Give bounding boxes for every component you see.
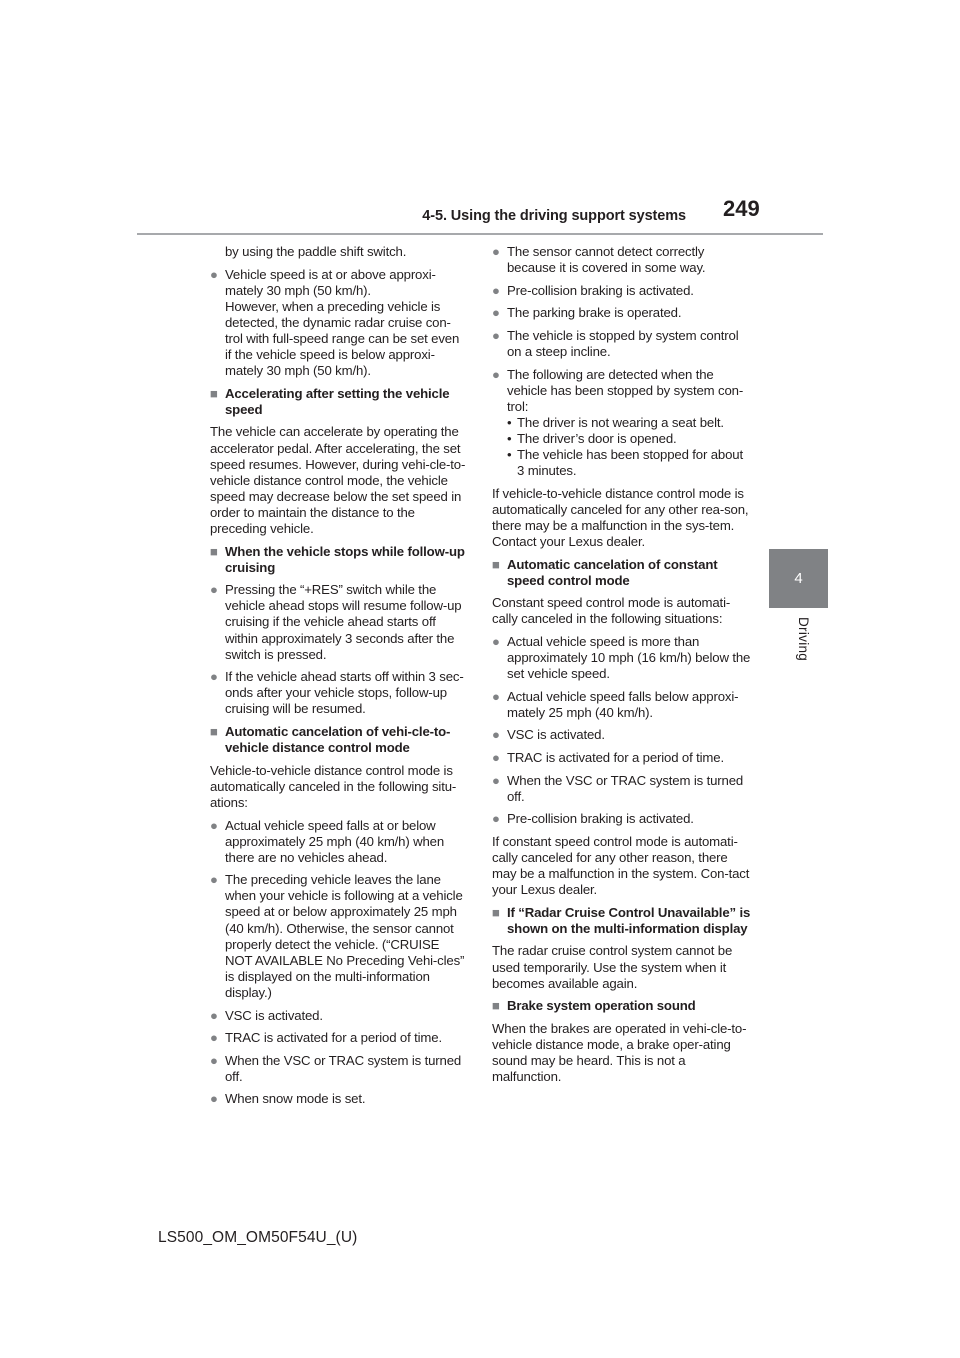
header-rule	[137, 233, 823, 235]
bullet-item	[492, 689, 752, 721]
bullet-item	[492, 244, 752, 276]
bullet-text: The parking brake is operated.	[507, 305, 682, 321]
square-icon: ■	[492, 904, 500, 920]
bullet-item	[210, 267, 468, 380]
bullet-text: Vehicle speed is at or above approxi-mately 30 mph (50 km/h).	[225, 266, 436, 298]
bullet-icon: ●	[210, 1030, 218, 1046]
sub-list-text: The driver’s door is opened.	[517, 430, 677, 446]
continued-text: by using the paddle shift switch.	[225, 244, 407, 259]
dot-icon: •	[507, 414, 512, 430]
bullet-text: Actual vehicle speed falls at or below approximately 25 mph (40 km/h) when there are no vehicles ahead.	[225, 817, 445, 865]
bullet-item	[210, 818, 468, 866]
bullet-item	[492, 634, 752, 682]
bullet-text: When the VSC or TRAC system is turned off.	[225, 1052, 462, 1084]
paragraph: Constant speed control mode is automati-cally canceled in the following situations:	[492, 595, 731, 627]
chapter-tab	[769, 549, 828, 608]
bullet-text: When the VSC or TRAC system is turned off.	[507, 772, 744, 804]
heading-text: Automatic cancelation of constant speed control mode	[507, 556, 718, 588]
paragraph: Vehicle-to-vehicle distance control mode is automatically canceled in the following situ-ations:	[210, 762, 457, 810]
paragraph: When the brakes are operated in vehi-cle-to-vehicle distance mode, a brake oper-ating sound may be heard. This is not a malfunction.	[492, 1020, 747, 1085]
bullet-icon: ●	[492, 811, 500, 827]
bullet-text: Actual vehicle speed falls below approxi-mately 25 mph (40 km/h).	[507, 688, 739, 720]
heading-text: When the vehicle stops while follow-up cruising	[225, 543, 465, 575]
paragraph: The vehicle can accelerate by operating the accelerator pedal. After accelerating, the set speed resumes. However, during vehi-cle-to-vehicle distance control mode, the vehicle speed may decrease below the set speed in order to maintain the distance to the preceding vehicle.	[210, 424, 466, 536]
bullet-icon: ●	[210, 817, 218, 833]
bullet-text: The sensor cannot detect correctly because it is covered in some way.	[507, 244, 706, 276]
sub-list-text: The vehicle has been stopped for about 3 minutes.	[517, 447, 743, 479]
bullet-text: The vehicle is stopped by system control on a steep incline.	[507, 327, 739, 359]
bullet-text: Pre-collision braking is activated.	[507, 282, 694, 298]
bullet-icon: ●	[210, 266, 218, 282]
section-heading	[492, 905, 752, 937]
bullet-text: If the vehicle ahead starts off within 3 sec-onds after your vehicle stops, follow-up cruising will be resumed.	[225, 669, 464, 717]
section-heading	[210, 544, 468, 576]
heading-text: Automatic cancelation of vehi-cle-to-vehicle distance control mode	[225, 724, 451, 756]
bullet-item	[210, 1008, 468, 1024]
bullet-item	[492, 367, 752, 415]
bullet-item	[492, 727, 752, 743]
bullet-text: When snow mode is set.	[225, 1091, 366, 1107]
sub-list	[492, 415, 752, 479]
bullet-text: Pre-collision braking is activated.	[507, 811, 694, 827]
bullet-icon: ●	[492, 244, 500, 259]
bullet-item	[492, 750, 752, 766]
square-icon: ■	[210, 724, 218, 740]
paragraph: If vehicle-to-vehicle distance control mode is automatically canceled for any other rea-son, there may be a malfunction in the sys-tem. Contact your Lexus dealer.	[492, 485, 749, 549]
paragraph: The radar cruise control system cannot be used temporarily. Use the system when it becomes available again.	[492, 943, 733, 991]
bullet-text: VSC is activated.	[507, 727, 605, 743]
heading-text: Brake system operation sound	[507, 998, 696, 1014]
bullet-icon: ●	[492, 727, 500, 743]
bullet-item	[492, 811, 752, 827]
bullet-text: However, when a preceding vehicle is detected, the dynamic radar cruise con-trol with full-speed range can be set even if the vehicle speed is below approxi-mately 30 mph (50 km/h).	[225, 298, 460, 379]
bullet-icon: ●	[492, 633, 500, 649]
bullet-text: Actual vehicle speed is more than approximately 10 mph (16 km/h) below the set vehicle speed.	[507, 633, 751, 682]
bullet-icon: ●	[492, 772, 500, 788]
bullet-item	[210, 582, 468, 662]
bullet-item	[210, 669, 468, 717]
bullet-text: The preceding vehicle leaves the lane when your vehicle is following at a vehicle speed at or below approximately 25 mph (40 km/h). Otherwise, the sensor cannot properly detect the vehicle. (“CRUISE NOT AVAILABLE No Preceding Vehi-cles” is displayed on the multi-information display.)	[225, 872, 465, 1000]
section-heading	[210, 724, 468, 756]
bullet-icon: ●	[492, 327, 500, 343]
section-heading	[492, 557, 752, 589]
bullet-item	[492, 328, 752, 360]
bullet-text: TRAC is activated for a period of time.	[507, 750, 724, 766]
section-heading	[492, 998, 752, 1014]
dot-icon: •	[507, 447, 512, 463]
bullet-icon: ●	[492, 750, 500, 766]
sub-list-item	[507, 415, 752, 431]
dot-icon: •	[507, 430, 512, 446]
bullet-icon: ●	[210, 872, 218, 888]
bullet-icon: ●	[492, 282, 500, 298]
bullet-icon: ●	[210, 1091, 218, 1107]
heading-text: Accelerating after setting the vehicle speed	[225, 385, 450, 417]
section-title: 4-5. Using the driving support systems	[422, 208, 686, 224]
bullet-icon: ●	[492, 366, 500, 382]
bullet-item	[492, 773, 752, 805]
sub-list-item	[507, 431, 752, 447]
bullet-item	[210, 1053, 468, 1085]
paragraph: If constant speed control mode is automati-cally canceled for any other reason, there may be a malfunction in the system. Con-tact your Lexus dealer.	[492, 833, 750, 898]
section-heading	[210, 386, 468, 418]
bullet-item	[492, 283, 752, 299]
sub-list-text: The driver is not wearing a seat belt.	[517, 414, 724, 430]
bullet-text: The following are detected when the vehicle has been stopped by system con-trol:	[507, 366, 744, 414]
square-icon: ■	[210, 543, 218, 559]
bullet-item	[210, 1030, 468, 1046]
bullet-item	[210, 872, 468, 1001]
document-code: LS500_OM_OM50F54U_(U)	[158, 1229, 358, 1246]
bullet-text: Pressing the “+RES” switch while the vehicle ahead stops will resume follow-up cruising if the vehicle ahead starts off within approximately 3 seconds after the switch is pressed.	[225, 582, 462, 662]
bullet-icon: ●	[492, 305, 500, 321]
heading-text: If “Radar Cruise Control Unavailable” is shown on the multi-information display	[507, 904, 751, 936]
chapter-name: Driving	[796, 617, 811, 662]
square-icon: ■	[210, 385, 218, 401]
square-icon: ■	[492, 556, 500, 572]
bullet-icon: ●	[210, 669, 218, 685]
left-column	[210, 244, 468, 1114]
bullet-text: VSC is activated.	[225, 1007, 323, 1023]
bullet-text: TRAC is activated for a period of time.	[225, 1030, 442, 1046]
bullet-icon: ●	[492, 688, 500, 704]
page-number: 249	[723, 196, 760, 221]
chapter-number: 4	[794, 570, 803, 587]
sub-list-item	[507, 447, 752, 479]
bullet-item	[492, 305, 752, 321]
bullet-item	[210, 1091, 468, 1107]
square-icon: ■	[492, 998, 500, 1014]
bullet-icon: ●	[210, 1052, 218, 1068]
bullet-icon: ●	[210, 1007, 218, 1023]
bullet-icon: ●	[210, 582, 218, 598]
right-column	[492, 244, 752, 1092]
page-header	[0, 196, 960, 236]
